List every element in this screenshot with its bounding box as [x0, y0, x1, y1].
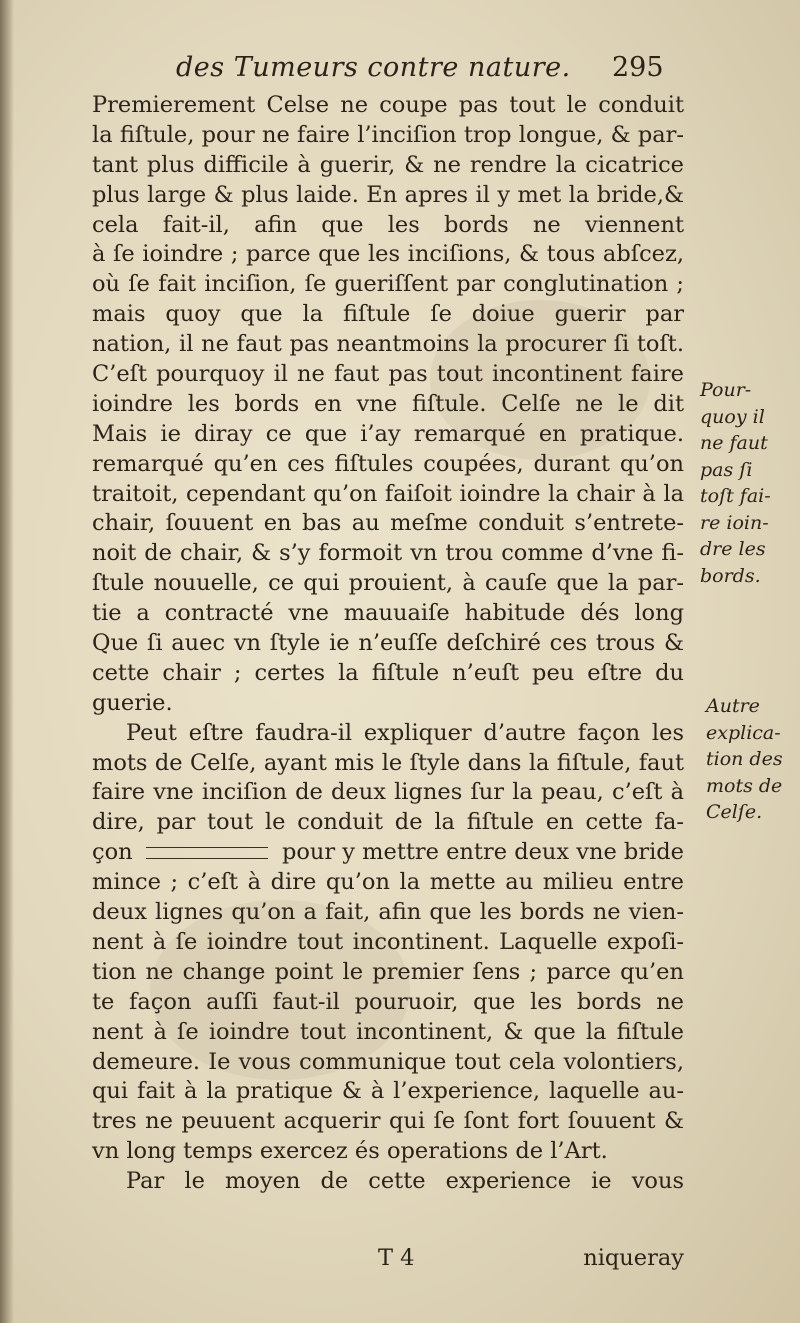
margin-note-line: tion des — [706, 748, 783, 770]
text-line: noit de chair, & s’y formoit vn trou comme d’vne fi- — [92, 540, 684, 567]
text-line: Peut eſtre faudra-il expliquer d’autre façon les — [126, 719, 684, 746]
main-text-block — [92, 91, 684, 1197]
text-line-with-rule — [92, 838, 684, 868]
text-line: chair, ſouuent en bas au meſme conduit s’entrete- — [92, 510, 684, 537]
page-footer — [92, 1245, 684, 1275]
text-line: faire vne inciſion de deux lignes ſur la peau, c’eſt à — [92, 779, 684, 806]
text-line: te façon auſſi faut-il pouruoir, que les bords ne — [92, 988, 684, 1015]
text-line: demeure. Ie vous communique tout cela volontiers, — [92, 1048, 684, 1075]
text-line: tie a contracté vne mauuaiſe habitude dés long — [92, 600, 684, 627]
text-line: nent à ſe ioindre tout incontinent. Laquelle expoſi- — [92, 928, 684, 955]
margin-note-why-not-join — [700, 377, 796, 589]
signature-mark: T 4 — [378, 1245, 415, 1271]
text-line: mais quoy que la fiſtule ſe doiue guerir par — [92, 301, 684, 328]
page-number: 295 — [612, 52, 664, 83]
text-line: nation, il ne faut pas neantmoins la procurer ſi toſt. — [92, 331, 684, 358]
text-line: mots de Celſe, ayant mis le ſtyle dans la fiſtule, faut — [92, 749, 684, 776]
margin-note-line: explica- — [706, 721, 781, 744]
text-line: deux lignes qu’on a fait, afin que les bords ne vien- — [92, 899, 684, 926]
margin-note-line: Pour- — [700, 379, 752, 401]
text-line: traitoit, cependant qu’on faiſoit ioindre la chair à la — [92, 480, 684, 507]
text-line: Mais ie diray ce que i’ay remarqué en pratique. — [92, 420, 684, 447]
text-line: tres ne peuuent acquerir qui ſe ſont fort ſouuent & — [92, 1108, 684, 1135]
text-line: Premierement Celse ne coupe pas tout le conduit — [92, 92, 684, 118]
text-line: guerie. — [92, 689, 173, 716]
text-fragment: çon — [92, 839, 133, 866]
text-line: à ſe ioindre ; parce que les inciſions, & tous abſcez, — [92, 241, 684, 268]
margin-note-line: Celſe. — [706, 801, 763, 823]
margin-note-line: mots de — [706, 774, 783, 797]
text-line: vn long temps exercez és operations de l’Art. — [92, 1138, 608, 1165]
text-line: mince ; c’eſt à dire qu’on la mette au milieu entre — [92, 869, 684, 896]
text-line: qui fait à la pratique & à l’experience, laquelle au- — [92, 1078, 684, 1105]
text-line: dire, par tout le conduit de la fiſtule en cette fa- — [92, 809, 684, 836]
text-line: Par le moyen de cette experience ie vous — [126, 1168, 684, 1195]
text-line: ſtule nouuelle, ce qui prouient, à cauſe que la par- — [92, 570, 684, 597]
text-line: remarqué qu’en ces fiſtules coupées, durant qu’on — [92, 450, 684, 477]
text-line: tion ne change point le premier ſens ; parce qu’en — [92, 958, 684, 985]
page-header — [0, 52, 800, 92]
margin-note-line: pas ſi — [700, 458, 753, 481]
text-line: ioindre les bords en vne fiſtule. Celſe ne le dit — [92, 390, 684, 417]
running-title: des Tumeurs contre nature. — [176, 52, 571, 83]
text-line: où ſe fait inciſion, ſe gueriſſent par conglutination ; — [92, 271, 684, 298]
text-line: cette chair ; certes la fiſtule n’euſt peu eſtre du — [92, 659, 684, 686]
text-line: tant plus difficile à guerir, & ne rendre la cicatrice — [92, 151, 684, 178]
margin-note-line: dre les — [700, 538, 766, 560]
margin-note-line: re ioin- — [700, 511, 769, 534]
text-line: la fiſtule, pour ne faire l’inciſion trop longue, & par- — [92, 121, 684, 148]
double-line-figure — [146, 847, 268, 859]
text-line: cela fait-il, afin que les bords ne viennent — [92, 211, 684, 238]
text-line: C’eſt pourquoy il ne faut pas tout incontinent faire — [92, 361, 684, 388]
margin-note-line: quoy il — [700, 405, 765, 428]
text-line: plus large & plus laide. En apres il y met la bride,& — [92, 181, 684, 208]
margin-note-line: toſt fai- — [700, 485, 771, 507]
page-gutter-shadow — [0, 0, 14, 1323]
text-line: nent à ſe ioindre tout incontinent, & que la fiſtule — [92, 1018, 684, 1045]
margin-note-line: bords. — [700, 564, 761, 587]
catchword: niqueray — [583, 1245, 684, 1271]
text-line: Que ſi auec vn ſtyle ie n’euſſe deſchiré ces trous & — [92, 630, 684, 657]
margin-note-line: ne faut — [700, 432, 768, 454]
margin-note-line: Autre — [706, 695, 760, 717]
margin-note-other-explanation — [706, 693, 800, 826]
text-fragment: pour y mettre entre deux vne bride — [281, 839, 684, 866]
